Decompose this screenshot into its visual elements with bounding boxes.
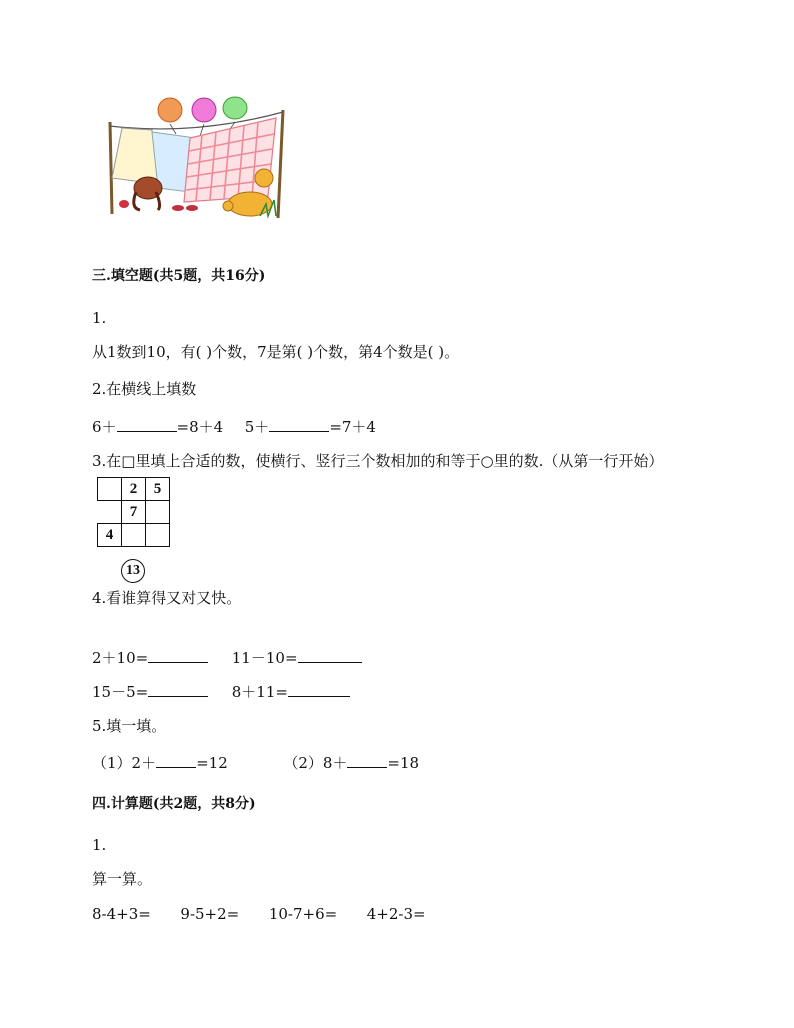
grid-cell: 4: [98, 524, 122, 547]
grid-cell[interactable]: [146, 501, 170, 524]
pink-blanket: [184, 118, 276, 202]
q5-item1-suffix: =12: [196, 754, 228, 772]
calc-row: [92, 904, 426, 924]
section-heading-calculation: 四.计算题(共2题，共8分): [92, 796, 256, 812]
calc-item: 9-5+2=: [180, 905, 240, 923]
eq2-prefix: 5＋: [244, 418, 270, 436]
grid-cell: 7: [122, 501, 146, 524]
eq2-suffix: =7＋4: [329, 418, 376, 436]
q5-item1-blank[interactable]: [156, 752, 196, 768]
q4-item: 2＋10=: [92, 649, 149, 667]
grid-cell[interactable]: [98, 478, 122, 501]
q4-row-1: [92, 647, 362, 668]
grid-cell-empty: [98, 501, 122, 524]
q5-item2-prefix: （2）8＋: [283, 754, 348, 772]
q4-item: 15－5=: [92, 683, 149, 701]
question-3-title: 3.在□里填上合适的数，使横行、竖行三个数相加的和等于○里的数.（从第一行开始）: [92, 452, 664, 470]
q4-answer-blank[interactable]: [298, 647, 362, 663]
question-5-title: 5.填一填。: [92, 717, 167, 735]
calc-item: 8-4+3=: [92, 905, 151, 923]
calc-item: 10-7+6=: [268, 905, 338, 923]
q4-answer-blank[interactable]: [148, 681, 208, 697]
number-grid: [97, 477, 170, 547]
clothesline-illustration: [100, 96, 292, 228]
section-heading-fill-blank: 三.填空题(共5题，共16分): [92, 268, 266, 284]
grid-cell[interactable]: [146, 524, 170, 547]
question-2-title: 2.在横线上填数: [92, 380, 197, 398]
q4-item: 11－10=: [231, 649, 298, 667]
eq1-suffix: =8＋4: [176, 418, 224, 436]
grid-cell[interactable]: [122, 524, 146, 547]
q4-answer-blank[interactable]: [148, 647, 208, 663]
question-4-title: 4.看谁算得又对又快。: [92, 589, 242, 607]
monkey: [119, 177, 162, 210]
question-1-text: 从1数到10，有( )个数，7是第( )个数，第4个数是( )。: [92, 343, 460, 361]
q5-item2-suffix: =18: [387, 754, 420, 772]
q4-item: 8＋11=: [231, 683, 288, 701]
question-1-number: 1.: [92, 309, 107, 327]
eq1-prefix: 6＋: [92, 418, 117, 436]
q5-item2-blank[interactable]: [347, 752, 387, 768]
q4-answer-blank[interactable]: [288, 681, 350, 697]
q4-row-2: [92, 681, 350, 702]
eq1-blank[interactable]: [117, 416, 177, 432]
question-2-equations: [92, 416, 376, 437]
calc-item: 4+2-3=: [366, 905, 426, 923]
calc-question-1-number: 1.: [92, 836, 107, 854]
sum-circle: 13: [121, 559, 145, 583]
q5-row: [92, 752, 419, 773]
eq2-blank[interactable]: [269, 416, 329, 432]
calc-question-1-title: 算一算。: [92, 870, 153, 888]
grid-cell: 5: [146, 478, 170, 501]
grid-cell: 2: [122, 478, 146, 501]
q5-item1-prefix: （1）2＋: [92, 754, 157, 772]
